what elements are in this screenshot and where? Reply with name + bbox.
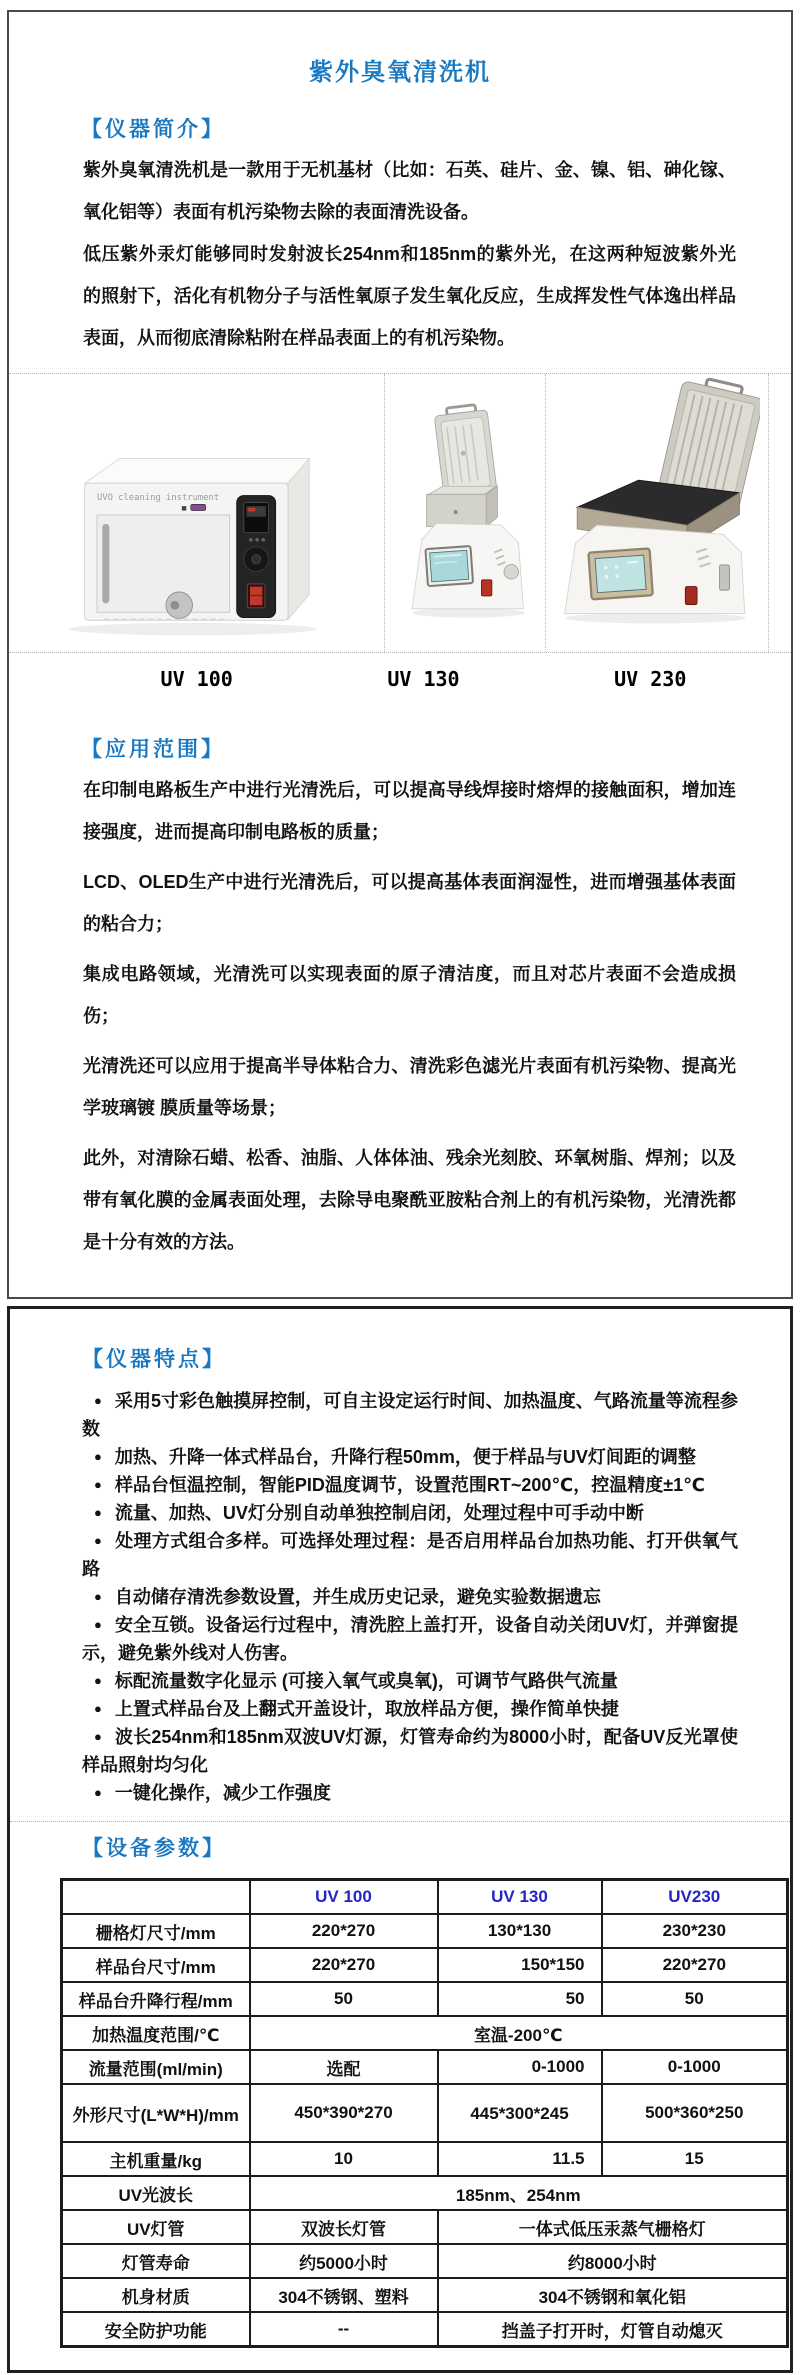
intro-paragraph: 低压紫外汞灯能够同时发射波长254nm和185nm的紫外光，在这两种短波紫外光的照射下，活化有机物分子与活性氧原子发生氧化反应，生成挥发性气体逸出样品表面，从而彻底清除粘附在样品表面上的有机污染物。 [83,244,736,348]
table-row [62,1914,788,1948]
table-row [62,2176,788,2210]
table-row [62,2016,788,2050]
application-paragraph: 集成电路领域，光清洗可以实现表面的原子清洁度，而且对芯片表面不会造成损伤； [83,964,736,1026]
uv230-product-image [552,377,759,641]
table-cell: 0-1000 [602,2050,788,2084]
feature-item: ● 波长254nm和185nm双波UV灯源，灯管寿命约为8000小时，配备UV反光罩使样品照射均匀化 [82,1727,738,1775]
bullet-icon: ● [94,1449,102,1464]
table-cell: 一体式低压汞蒸气栅格灯 [438,2210,788,2244]
bullet-icon: ● [94,1589,102,1604]
table-cell: 挡盖子打开时，灯管自动熄灭 [438,2312,788,2347]
table-cell: 50 [438,1982,602,2016]
bullet-icon: ● [94,1505,102,1520]
bullet-icon: ● [94,1785,102,1800]
table-cell: UV灯管 [62,2210,250,2244]
model-label-uv130: UV 130 [387,667,460,691]
intro-page-panel [7,10,793,1299]
table-cell: 230*230 [602,1914,788,1948]
feature-item: ● 自动储存清洗参数设置，并生成历史记录，避免实验数据遗忘 [94,1587,601,1607]
table-row [62,1880,788,1915]
table-cell: 304不锈钢和氧化铝 [438,2278,788,2312]
specs-page-panel [7,1306,793,2373]
table-cell: 约5000小时 [250,2244,438,2278]
table-cell: 约8000小时 [438,2244,788,2278]
table-cell: 流量范围(ml/min) [62,2050,250,2084]
table-cell [62,1880,250,1915]
feature-item: ● 处理方式组合多样。可选择处理过程：是否启用样品台加热功能、打开供氧气路 [82,1531,738,1579]
application-paragraph: LCD、OLED生产中进行光清洗后，可以提高基体表面润湿性，进而增强基体表面的粘合力； [83,872,736,934]
table-row [62,1982,788,2016]
table-cell: UV 130 [438,1880,602,1915]
dotted-divider [545,374,546,652]
model-label-row [9,655,791,707]
panel-brand-text: UVO cleaning instrument [97,493,220,504]
application-paragraph: 光清洗还可以应用于提高半导体粘合力、清洗彩色滤光片表面有机污染物、提高光学玻璃镀 膜质量等场景； [83,1056,736,1118]
table-cell: 130*130 [438,1914,602,1948]
table-cell: 双波长灯管 [250,2210,438,2244]
table-cell: 0-1000 [438,2050,602,2084]
model-label-uv230: UV 230 [614,667,687,691]
table-cell: 安全防护功能 [62,2312,250,2347]
table-cell: 50 [250,1982,438,2016]
table-row [62,2084,788,2142]
dotted-divider [768,374,769,652]
table-cell: 室温-200℃ [250,2016,788,2050]
table-row [62,1948,788,1982]
table-cell: 加热温度范围/℃ [62,2016,250,2050]
table-cell: 150*150 [438,1948,602,1982]
table-cell: 选配 [250,2050,438,2084]
table-cell: 445*300*245 [438,2084,602,2142]
bullet-icon: ● [94,1673,102,1688]
bullet-icon: ● [94,1533,103,1548]
table-cell: 220*270 [250,1948,438,1982]
table-row [62,2312,788,2347]
table-row [62,2278,788,2312]
uv130-product-image [404,385,533,641]
table-cell: 外形尺寸(L*W*H)/mm [62,2084,250,2142]
table-cell: 样品台尺寸/mm [62,1948,250,1982]
parameters-table [60,1878,789,2348]
table-row [62,2050,788,2084]
section-header-application: 【应用范围】 [81,738,225,761]
model-label-uv100: UV 100 [160,667,233,691]
table-cell: 灯管寿命 [62,2244,250,2278]
bullet-icon: ● [94,1729,103,1744]
feature-item: ● 采用5寸彩色触摸屏控制，可自主设定运行时间、加热温度、气路流量等流程参数 [82,1391,738,1439]
bullet-icon: ● [94,1617,102,1632]
uv100-product-image [40,446,345,641]
feature-item: ● 标配流量数字化显示 (可接入氧气或臭氧)，可调节气路供气流量 [94,1671,618,1691]
feature-item: ● 安全互锁。设备运行过程中，清洗腔上盖打开，设备自动关闭UV灯，并弹窗提示，避免紫外线对人伤害。 [82,1615,738,1663]
application-paragraph: 此外，对清除石蜡、松香、油脂、人体体油、残余光刻胶、环氧树脂、焊剂；以及带有氧化膜的金属表面处理，去除导电聚酰亚胺粘合剂上的有机污染物，光清洗都是十分有效的方法。 [83,1148,736,1252]
bullet-icon: ● [94,1477,102,1492]
table-cell: 机身材质 [62,2278,250,2312]
table-row [62,2210,788,2244]
dotted-divider [384,374,385,652]
bullet-icon: ● [94,1393,102,1408]
feature-item: ● 流量、加热、UV灯分别自动单独控制启闭，处理过程中可手动中断 [94,1503,644,1523]
intro-paragraph: 紫外臭氧清洗机是一款用于无机基材（比如：石英、硅片、金、镍、铝、砷化镓、氧化铝等）表面有机污染物去除的表面清洗设备。 [83,160,736,222]
table-cell: 220*270 [250,1914,438,1948]
table-cell: UV 100 [250,1880,438,1915]
table-cell: 11.5 [438,2142,602,2176]
bullet-icon: ● [94,1701,102,1716]
section-header-parameters: 【设备参数】 [82,1837,226,1860]
table-row [62,2244,788,2278]
feature-item: ● 一键化操作，减少工作强度 [94,1783,331,1803]
features-list [82,1387,738,1807]
table-cell: UV230 [602,1880,788,1915]
dotted-divider [10,1821,790,1822]
table-cell: 主机重量/kg [62,2142,250,2176]
feature-item: ● 上置式样品台及上翻式开盖设计，取放样品方便，操作简单快捷 [94,1699,619,1719]
application-paragraph: 在印制电路板生产中进行光清洗后，可以提高导线焊接时熔焊的接触面积，增加连接强度，进而提高印制电路板的质量； [83,780,736,842]
table-cell: 185nm、254nm [250,2176,788,2210]
table-cell: 栅格灯尺寸/mm [62,1914,250,1948]
table-cell: 500*360*250 [602,2084,788,2142]
section-header-features: 【仪器特点】 [82,1348,226,1371]
table-cell: 50 [602,1982,788,2016]
table-cell: 样品台升降行程/mm [62,1982,250,2016]
table-cell: UV光波长 [62,2176,250,2210]
table-cell: 304不锈钢、塑料 [250,2278,438,2312]
page-title: 紫外臭氧清洗机 [309,59,491,86]
table-cell: 15 [602,2142,788,2176]
table-cell: 450*390*270 [250,2084,438,2142]
table-cell: -- [250,2312,438,2347]
table-row [62,2142,788,2176]
parameters-table-body [62,1880,788,2347]
table-cell: 10 [250,2142,438,2176]
section-header-intro: 【仪器简介】 [81,118,225,141]
table-cell: 220*270 [602,1948,788,1982]
feature-item: ● 样品台恒温控制，智能PID温度调节，设置范围RT~200℃，控温精度±1℃ [94,1475,705,1495]
product-images-strip [9,373,791,653]
feature-item: ● 加热、升降一体式样品台，升降行程50mm，便于样品与UV灯间距的调整 [94,1447,696,1467]
